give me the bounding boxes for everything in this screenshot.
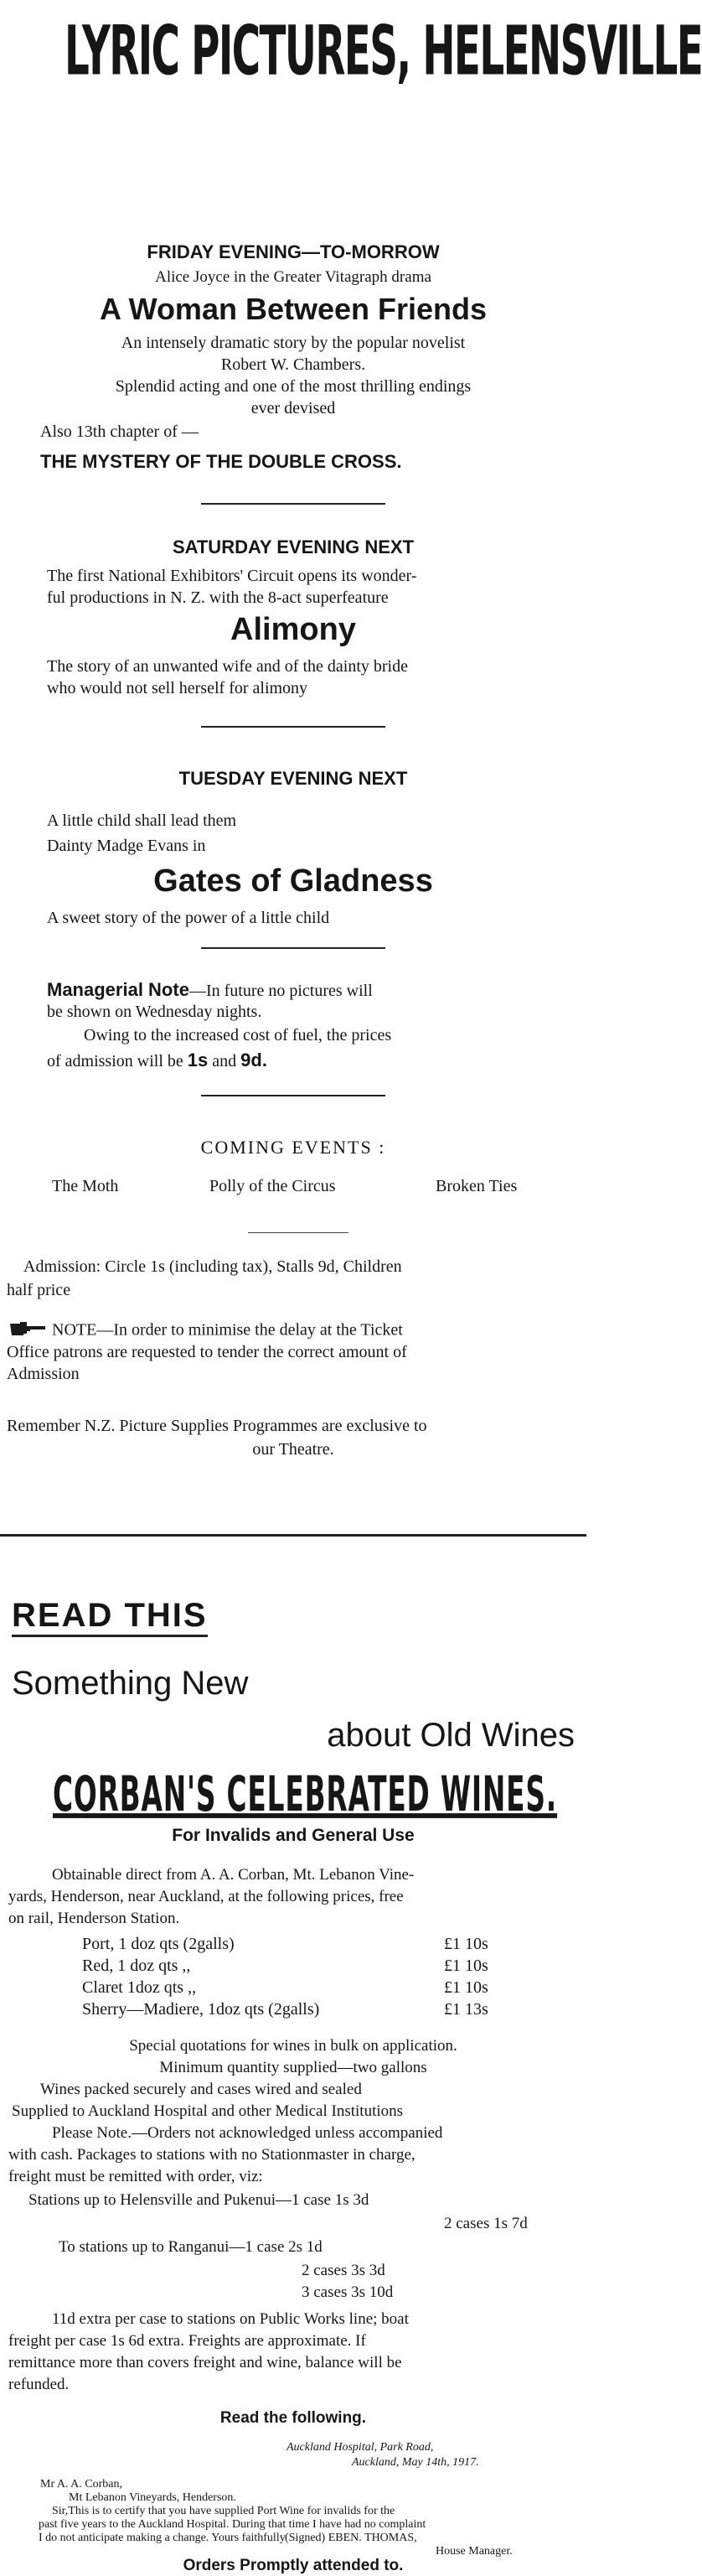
- divider-rule: [201, 947, 385, 949]
- saturday-line1: The first National Exhibitors' Circuit opens its wonder-: [47, 567, 417, 585]
- extra-line2: freight per case 1s 6d extra. Freights are approximate. If: [8, 2332, 366, 2350]
- divider-rule: [201, 726, 385, 728]
- managerial-price1: 1s: [187, 1050, 209, 1070]
- remember-line2: our Theatre.: [252, 1440, 334, 1459]
- tuesday-line3: A sweet story of the power of a little child: [47, 909, 330, 927]
- corban-brand: CORBAN'S CELEBRATED WINES.: [53, 1767, 558, 1823]
- price-item: Claret 1doz qts ,,: [82, 1978, 197, 1997]
- friday-line3: Robert W. Chambers.: [220, 355, 366, 374]
- lyric-advertisement: [0, 12, 702, 91]
- tuesday-line2: Dainty Madge Evans in: [47, 837, 206, 855]
- remember-line1: Remember N.Z. Picture Supplies Programmes are exclusive to: [7, 1417, 427, 1435]
- extra-line3: remittance more than covers freight and wine, balance will be: [8, 2354, 402, 2371]
- admission-line1: Admission: Circle 1s (including tax), Stalls 9d, Children: [23, 1257, 402, 1276]
- letter-title: House Manager.: [436, 2545, 513, 2558]
- friday-line2: An intensely dramatic story by the popular novelist: [121, 334, 466, 352]
- intro-line2: yards, Henderson, near Auckland, at the following prices, free: [8, 1888, 404, 1905]
- managerial-and: and: [212, 1052, 237, 1070]
- headline-something-new: Something New: [12, 1665, 249, 1702]
- letter-body-2: past five years to the Auckland Hospital. During that time I have had no complaint: [39, 2518, 426, 2531]
- divider-rule: [201, 503, 385, 505]
- price-item: Red, 1 doz qts ,,: [82, 1957, 191, 1975]
- friday-serial: THE MYSTERY OF THE DOUBLE CROSS.: [40, 451, 402, 472]
- special-line2: Minimum quantity supplied—two gallons: [159, 2059, 427, 2076]
- note-line3: Admission: [7, 1365, 80, 1383]
- price-item: Sherry—Madiere, 1doz qts (2galls): [82, 2000, 320, 2019]
- friday-line6: Also 13th chapter of —: [40, 422, 199, 441]
- brand-wrap: [0, 1767, 586, 1823]
- friday-heading: FRIDAY EVENING—TO-MORROW: [147, 241, 440, 262]
- intro-line3: on rail, Henderson Station.: [8, 1910, 180, 1927]
- special-line6: with cash. Packages to stations with no Stationmaster in charge,: [8, 2146, 416, 2164]
- tuesday-title: Gates of Gladness: [153, 863, 433, 899]
- friday-title: A Woman Between Friends: [99, 292, 488, 326]
- coming-event-2: Polly of the Circus: [209, 1177, 336, 1195]
- freight-line2b: 2 cases 3s 3d: [302, 2262, 385, 2279]
- letter-address-1: Auckland Hospital, Park Road,: [286, 2441, 434, 2454]
- saturday-title: Alimony: [230, 612, 356, 647]
- managerial-price2: 9d.: [240, 1050, 267, 1070]
- lyric-masthead: LYRIC PICTURES, HELENSVILLE: [65, 12, 702, 91]
- managerial-text2: be shown on Wednesday nights.: [47, 1003, 262, 1021]
- tuesday-line1: A little child shall lead them: [47, 811, 237, 830]
- saturday-line3: The story of an unwanted wife and of the dainty bride: [47, 657, 408, 676]
- managerial-line4: [0, 1050, 586, 1071]
- friday-line5: ever devised: [250, 399, 336, 417]
- note-line2: Office patrons are requested to tender the correct amount of: [7, 1343, 407, 1361]
- price-value: £1 10s: [444, 1957, 488, 1975]
- friday-line1: Alice Joyce in the Greater Vitagraph drama: [155, 268, 431, 286]
- price-item: Port, 1 doz qts (2galls): [82, 1935, 235, 1953]
- managerial-text3: Owing to the increased cost of fuel, the prices: [84, 1026, 392, 1044]
- special-line4: Supplied to Auckland Hospital and other Medical Institutions: [12, 2102, 404, 2120]
- letter-to-2: Mt Lebanon Vineyards, Henderson.: [69, 2491, 236, 2504]
- special-line3: Wines packed securely and cases wired and sealed: [40, 2081, 362, 2098]
- coming-event-3: Broken Ties: [436, 1177, 518, 1195]
- admission-line2: half price: [7, 1281, 71, 1299]
- headline-about-old-wines: about Old Wines: [327, 1717, 575, 1754]
- managerial-text1: —In future no pictures will: [188, 982, 373, 1000]
- special-line5: Please Note.—Orders not acknowledged unless accompanied: [52, 2124, 443, 2142]
- special-line1: Special quotations for wines in bulk on application.: [129, 2037, 457, 2055]
- freight-line2c: 3 cases 3s 10d: [302, 2283, 394, 2301]
- price-value: £1 13s: [444, 2000, 488, 2019]
- freight-line1a: Stations up to Helensville and Pukenui—1 case 1s 3d: [28, 2191, 369, 2209]
- freight-line2a: To stations up to Ranganui—1 case 2s 1d: [59, 2238, 323, 2256]
- orders-promptly: Orders Promptly attended to.: [183, 2557, 404, 2574]
- saturday-line2: ful productions in N. Z. with the 8-act superfeature: [47, 588, 389, 607]
- pointing-hand-icon: [8, 1319, 47, 1343]
- price-value: £1 10s: [444, 1935, 488, 1953]
- divider-rule: [248, 1232, 348, 1233]
- extra-line1: 11d extra per case to stations on Public Works line; boat: [52, 2310, 409, 2328]
- tuesday-heading: TUESDAY EVENING NEXT: [178, 768, 408, 789]
- managerial-label: Managerial Note: [47, 979, 189, 1000]
- extra-line4: refunded.: [8, 2376, 70, 2393]
- letter-body-3: I do not anticipate making a change. Yours faithfully: [39, 2532, 286, 2544]
- special-line7: freight must be remitted with order, viz:: [8, 2168, 263, 2185]
- intro-line1: Obtainable direct from A. A. Corban, Mt. Lebanon Vine-: [52, 1866, 415, 1884]
- coming-event-1: The Moth: [52, 1177, 119, 1195]
- read-following: Read the following.: [219, 2409, 367, 2427]
- corban-subhead: For Invalids and General Use: [172, 1826, 415, 1845]
- saturday-line4: who would not sell herself for alimony: [47, 679, 308, 697]
- letter-signature: (Signed) EBEN. THOMAS,: [285, 2532, 417, 2544]
- coming-heading: COMING EVENTS :: [200, 1137, 386, 1158]
- letter-body-1: Sir,This is to certify that you have supplied Port Wine for invalids for the: [52, 2505, 395, 2517]
- friday-line4: Splendid acting and one of the most thrilling endings: [115, 377, 472, 396]
- column-separator: [0, 1534, 586, 1537]
- divider-rule: [201, 1095, 385, 1096]
- read-this-heading: READ THIS: [12, 1596, 208, 1637]
- freight-line1b: 2 cases 1s 7d: [444, 2215, 528, 2232]
- price-value: £1 10s: [444, 1978, 488, 1997]
- letter-to-1: Mr A. A. Corban,: [40, 2478, 122, 2490]
- managerial-line1: [0, 979, 586, 1001]
- letter-address-2: Auckland, May 14th, 1917.: [352, 2456, 479, 2469]
- note-line1-row: [0, 1319, 586, 1343]
- saturday-heading: SATURDAY EVENING NEXT: [172, 536, 415, 557]
- managerial-text4: of admission will be: [47, 1052, 183, 1070]
- note-line1: NOTE—In order to minimise the delay at the Ticket: [52, 1320, 403, 1340]
